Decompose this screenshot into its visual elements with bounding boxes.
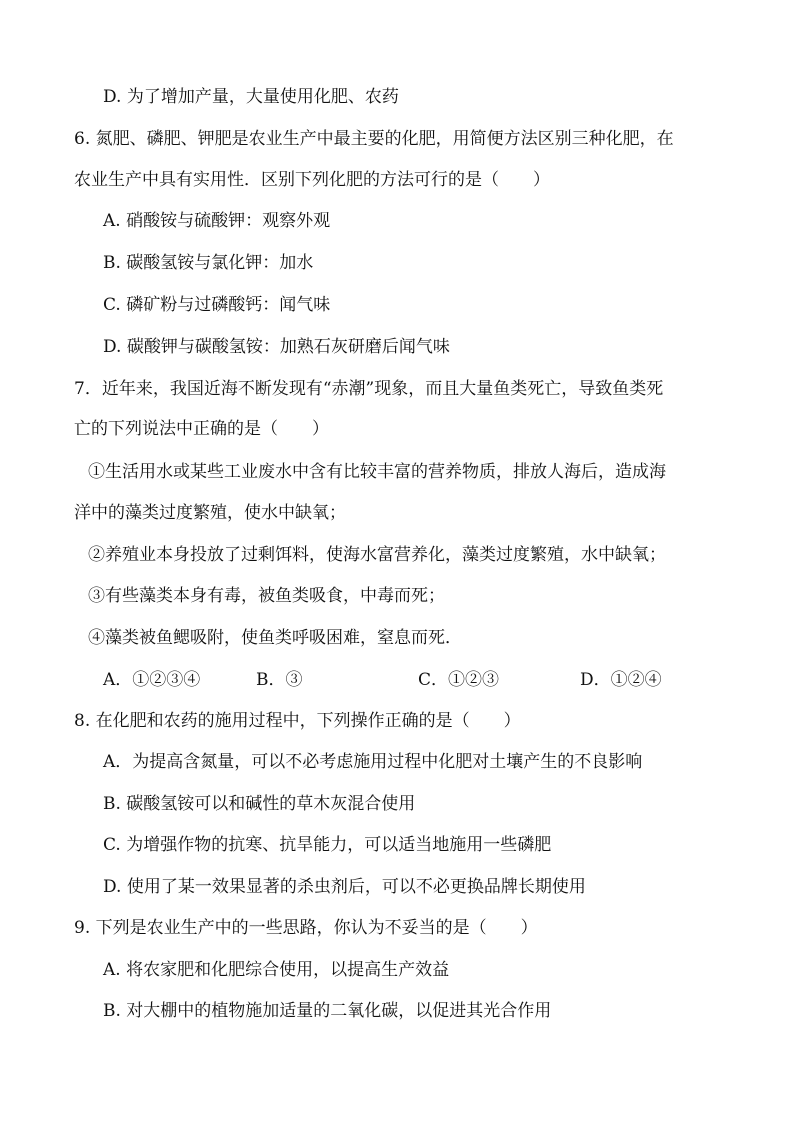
q7-stem-line2: 亡的下列说法中正确的是（ ） bbox=[74, 419, 329, 439]
q7-options-row bbox=[0, 669, 794, 691]
q7-item1-line2: 洋中的藻类过度繁殖，使水中缺氧； bbox=[74, 503, 346, 523]
q8-option-a: A．为提高含氮量，可以不必考虑施用过程中化肥对土壤产生的不良影响 bbox=[103, 752, 643, 772]
q7-stem-line1: 7．近年来，我国近海不断发现有“赤潮”现象，而且大量鱼类死亡，导致鱼类死 bbox=[74, 379, 664, 399]
q9-option-b: B. 对大棚中的植物施加适量的二氧化碳，以促进其光合作用 bbox=[103, 1001, 552, 1021]
q9-stem: 9. 下列是农业生产中的一些思路，你认为不妥当的是（ ） bbox=[74, 918, 538, 938]
q7-item1-line1: ①生活用水或某些工业废水中含有比较丰富的营养物质，排放人海后，造成海 bbox=[88, 462, 666, 482]
q8-option-d: D. 使用了某一效果显著的杀虫剂后，可以不必更换品牌长期使用 bbox=[103, 877, 586, 897]
q7-item2: ②养殖业本身投放了过剩饵料，使海水富营养化，藻类过度繁殖，水中缺氧； bbox=[88, 545, 666, 565]
q7-option-c: C．①②③ bbox=[418, 670, 500, 690]
q9-option-a: A. 将农家肥和化肥综合使用，以提高生产效益 bbox=[103, 960, 450, 980]
q6-option-b: B. 碳酸氢铵与氯化钾：加水 bbox=[103, 253, 314, 273]
q6-option-c: C. 磷矿粉与过磷酸钙：闻气味 bbox=[103, 295, 331, 315]
q6-stem-line2: 农业生产中具有实用性．区别下列化肥的方法可行的是（ ） bbox=[74, 170, 550, 190]
q6-stem-line1: 6. 氮肥、磷肥、钾肥是农业生产中最主要的化肥，用简便方法区别三种化肥，在 bbox=[74, 129, 674, 149]
q7-item4: ④藻类被鱼鳃吸附，使鱼类呼吸困难，窒息而死． bbox=[88, 628, 462, 648]
q5-option-d: D. 为了增加产量，大量使用化肥、农药 bbox=[103, 87, 399, 107]
q6-option-d: D. 碳酸钾与碳酸氢铵：加熟石灰研磨后闻气味 bbox=[103, 337, 450, 357]
q7-option-a: A．①②③④ bbox=[103, 670, 201, 690]
q6-option-a: A. 硝酸铵与硫酸钾：观察外观 bbox=[103, 211, 331, 231]
q8-stem: 8. 在化肥和农药的施用过程中，下列操作正确的是（ ） bbox=[74, 711, 521, 731]
q7-option-d: D．①②④ bbox=[580, 670, 662, 690]
q7-item3: ③有些藻类本身有毒，被鱼类吸食，中毒而死； bbox=[88, 586, 445, 606]
q8-option-c: C. 为增强作物的抗寒、抗旱能力，可以适当地施用一些磷肥 bbox=[103, 835, 552, 855]
q8-option-b: B. 碳酸氢铵可以和碱性的草木灰混合使用 bbox=[103, 794, 416, 814]
q7-option-b: B．③ bbox=[256, 670, 303, 690]
